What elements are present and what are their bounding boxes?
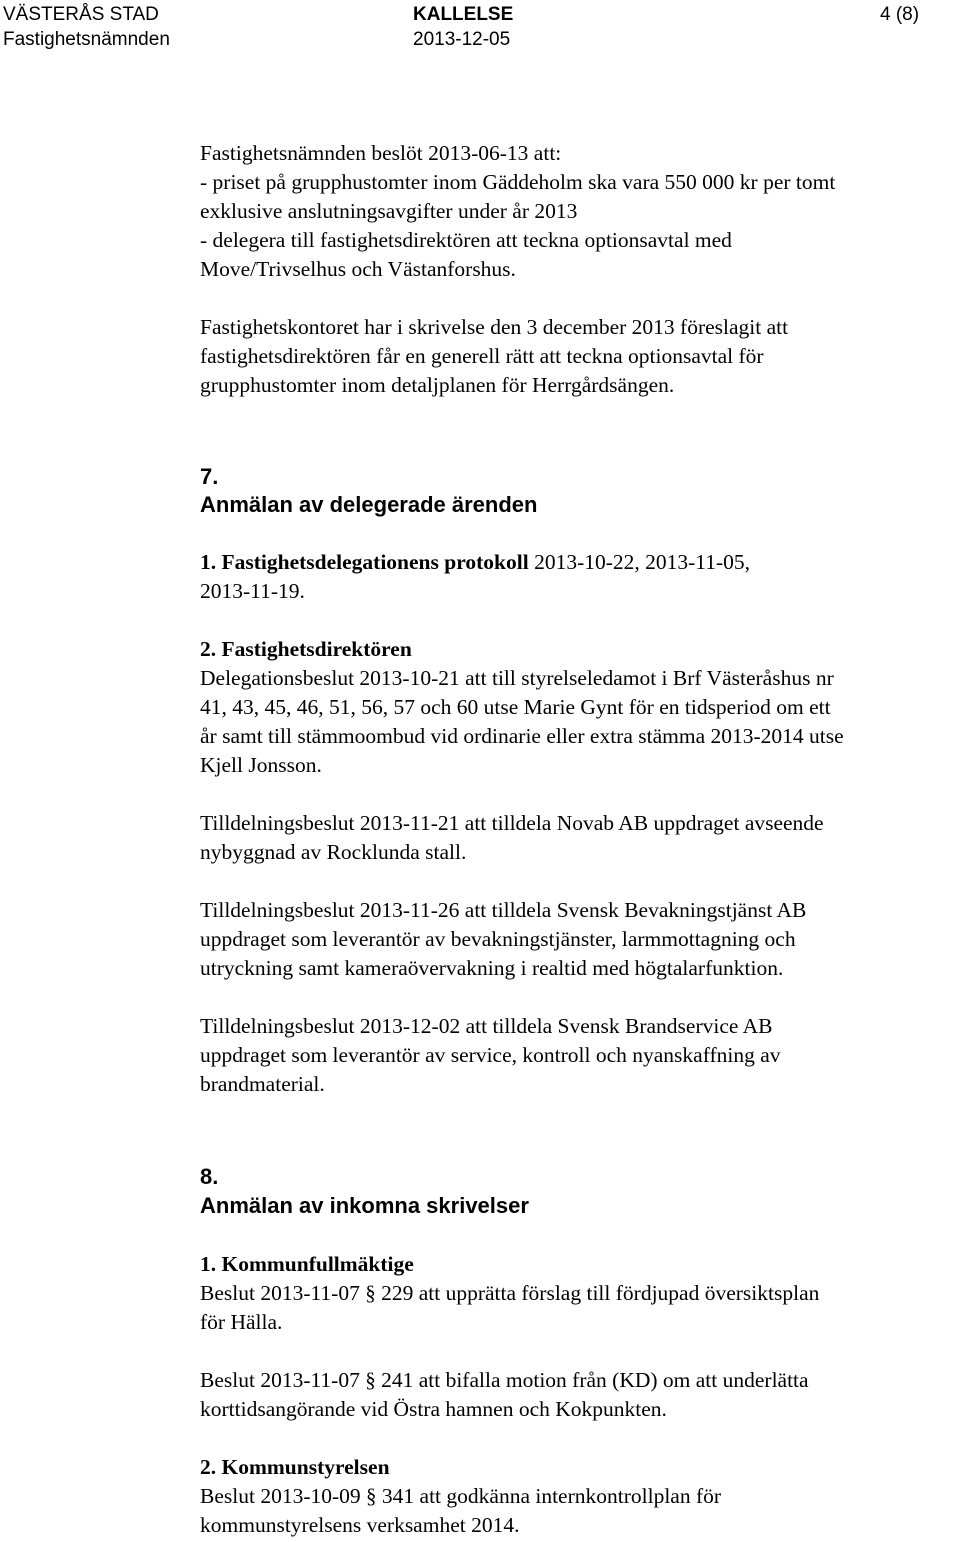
text-line: fastighetsdirektören får en generell rätt att teckna optionsavtal för [200,344,764,368]
header-department: Fastighetsnämnden [3,29,170,50]
text-line: Fastighetsnämnden beslöt 2013-06-13 att: [200,141,562,165]
section-8-item-1 [200,1250,960,1337]
text-line: Tilldelningsbeslut 2013-11-26 att tilldela Svensk Bevakningstjänst AB [200,898,807,922]
text-line: Move/Trivselhus och Västanforshus. [200,257,516,281]
text-line: Tilldelningsbeslut 2013-12-02 att tilldela Svensk Brandservice AB [200,1014,773,1038]
decision-text: 229 att upprätta förslag till fördjupad översiktsplan [375,1281,820,1305]
text-line: 41, 43, 45, 46, 51, 56, 57 och 60 utse Marie Gynt för en tidsperiod om ett [200,695,831,719]
text-line: Kjell Jonsson. [200,753,322,777]
text-line: - priset på grupphustomter inom Gäddeholm ska vara 550 000 kr per tomt [200,170,836,194]
header-page-number: 4 (8) [880,4,920,25]
decision-prefix: Beslut 2013-11-07 [200,1368,366,1392]
decision-paragraph [200,896,960,983]
section-7-item-1 [200,548,960,606]
text-line: brandmaterial. [200,1072,325,1096]
intro-paragraph-1 [200,139,960,284]
text-line: exklusive anslutningsavgifter under år 2013 [200,199,578,223]
section-8-body [200,1250,960,1540]
section-7-number: 7. [200,464,219,489]
text-line: kommunstyrelsens verksamhet 2014. [200,1513,520,1537]
text-line: - delegera till fastighetsdirektören att teckna optionsavtal med [200,228,732,252]
text-line: grupphustomter inom detaljplanen för Herrgårdsängen. [200,373,675,397]
decision-paragraph [200,809,960,867]
decision-prefix: Beslut 2013-10-09 [200,1484,367,1508]
header-date: 2013-12-05 [413,29,511,50]
decision-paragraph [200,1012,960,1099]
item-label: 2. Fastighetsdirektören [200,637,412,661]
text-line: uppdraget som leverantör av bevakningstjänster, larmmottagning och [200,927,796,951]
paragraph-symbol: § [366,1484,377,1508]
decision-text: 241 att bifalla motion från (KD) om att underlätta [375,1368,809,1392]
section-7-item-2 [200,635,960,780]
decision-paragraph [200,1366,960,1424]
text-line: utryckning samt kameraövervakning i realtid med högtalarfunktion. [200,956,784,980]
text-line: 2013-11-19. [200,579,305,603]
section-8-number: 8. [200,1164,219,1189]
paragraph-symbol: § [365,1368,376,1392]
section-8-title: Anmälan av inkomna skrivelser [200,1193,529,1218]
header-doc-type: KALLELSE [413,4,514,25]
item-label: 1. Kommunfullmäktige [200,1252,414,1276]
item-label: 1. Fastighetsdelegationens protokoll [200,550,529,574]
text-line: nybyggnad av Rocklunda stall. [200,840,467,864]
paragraph-symbol: § [365,1281,376,1305]
section-7-body [200,548,960,1099]
text-line: för Hälla. [200,1310,283,1334]
text-line: korttidsangörande vid Östra hamnen och Kokpunkten. [200,1397,667,1421]
item-dates: 2013-10-22, 2013-11-05, [528,550,751,574]
text-line: Tilldelningsbeslut 2013-11-21 att tilldela Novab AB uppdraget avseende [200,811,824,835]
intro-block [200,139,960,400]
text-line: år samt till stämmoombud vid ordinarie eller extra stämma 2013-2014 utse [200,724,844,748]
text-line: Fastighetskontoret har i skrivelse den 3 december 2013 föreslagit att [200,315,789,339]
section-8-item-2 [200,1453,960,1540]
decision-prefix: Beslut 2013-11-07 [200,1281,366,1305]
item-label: 2. Kommunstyrelsen [200,1455,390,1479]
section-7-title: Anmälan av delegerade ärenden [200,492,538,517]
text-line: Delegationsbeslut 2013-10-21 att till styrelseledamot i Brf Västeråshus nr [200,666,834,690]
decision-text: 341 att godkänna internkontrollplan för [376,1484,722,1508]
intro-paragraph-2 [200,313,960,400]
header-org: VÄSTERÅS STAD [3,4,159,25]
text-line: uppdraget som leverantör av service, kontroll och nyanskaffning av [200,1043,781,1067]
